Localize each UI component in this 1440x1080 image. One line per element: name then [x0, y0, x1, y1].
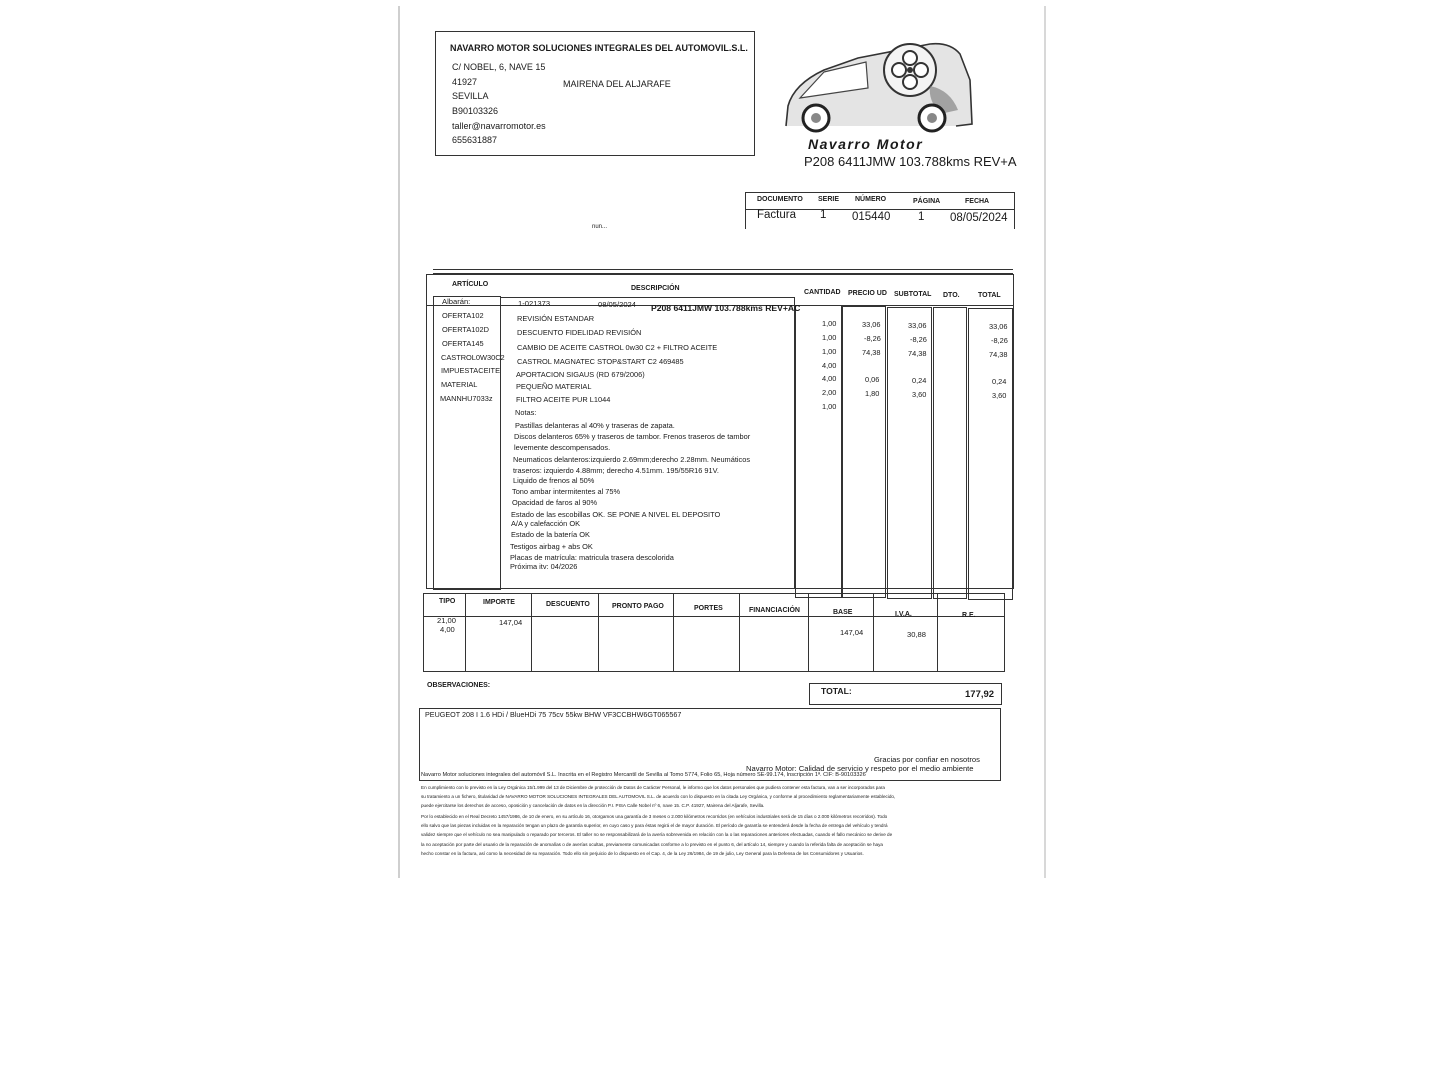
logo-brand: Navarro Motor	[808, 136, 924, 152]
item-price: 33,06	[862, 320, 881, 329]
item-total: 3,60	[992, 391, 1007, 400]
col-header-articulo: ARTÍCULO	[452, 281, 489, 288]
item-subtotal: 74,38	[908, 349, 927, 358]
item-subtotal: 0,24	[912, 376, 927, 385]
note-line: Estado de las escobillas OK. SE PONE A NIVEL EL DEPOSITO	[511, 510, 721, 519]
item-quantity: 1,00	[822, 347, 837, 356]
note-line: Pastillas delanteras al 40% y traseras de zapata.	[515, 421, 675, 430]
col-header-subtotal: SUBTOTAL	[894, 291, 932, 298]
item-description: CAMBIO DE ACEITE CASTROL 0w30 C2 + FILTRO ACEITE	[517, 343, 718, 352]
vehicle-ref: P208 6411JMW 103.788kms REV+A	[804, 154, 1017, 169]
item-total: -8,26	[991, 336, 1008, 345]
legal-data-protection-1: En cumplimiento con lo previsto en la Ley Orgánica 15/1.999 del 13 de Diciembre de protección de Datos de Carácter Personal, le informo que los datos personales que pudiera contener esta factura, van a ser incorporados para	[421, 785, 885, 790]
doc-number: 015440	[852, 211, 891, 223]
col-header-descripcion: DESCRIPCIÓN	[631, 285, 680, 292]
doc-header-numero: NÚMERO	[855, 196, 887, 203]
summary-header-pronto-pago: PRONTO PAGO	[612, 603, 664, 610]
item-quantity: 1,00	[822, 333, 837, 342]
total-value: 177,92	[965, 689, 995, 700]
summary-header-portes: PORTES	[694, 605, 723, 612]
doc-serie: 1	[820, 209, 827, 221]
article-code: OFERTA102D	[442, 325, 489, 334]
item-quantity: 4,00	[822, 374, 837, 383]
col-header-dto: DTO.	[943, 292, 960, 299]
doc-header-documento: DOCUMENTO	[757, 196, 803, 203]
albaran-label: Albarán:	[442, 297, 471, 306]
note-line: Tono ambar intermitentes al 75%	[512, 487, 621, 496]
legal-warranty-4: la no aceptación por parte del usuario de la reparación de anomalías o de averías ocultas, previamente comunicadas conforme a lo previsto en el punto 6, del artículo 14, siempre y cuando la referida falta de aceptación se haya	[421, 842, 883, 847]
item-subtotal: 33,06	[908, 321, 927, 330]
article-code: OFERTA145	[442, 339, 484, 348]
summary-header-importe: IMPORTE	[483, 599, 515, 606]
note-line: A/A y calefacción OK	[511, 519, 581, 528]
article-code: MANNHU7033z	[440, 394, 493, 403]
item-subtotal: -8,26	[910, 335, 927, 344]
customer-partial: nun...	[592, 224, 608, 230]
note-line: levemente descompensados.	[514, 443, 611, 452]
doc-page: 1	[918, 211, 925, 223]
legal-data-protection-2: su tratamiento a un fichero, titularidad de NAVARRO MOTOR SOLUCIONES INTEGRALES DEL AUTOMOVIL S.L. de acuerdo con lo dispuesto en la citada Ley Orgánica, y conforme al procedimiento reglamentariamente establecido,	[421, 794, 896, 799]
thanks-line-1: Gracias por confiar en nosotros	[874, 755, 980, 764]
total-label: TOTAL:	[821, 686, 852, 696]
doc-header-pagina: PÁGINA	[913, 198, 941, 205]
summary-header-re: R.E.	[962, 612, 976, 619]
summary-base: 147,04	[840, 628, 864, 637]
note-line: Placas de matrícula: matricula trasera descolorida	[510, 553, 674, 562]
summary-header-descuento: DESCUENTO	[546, 601, 590, 608]
col-dto	[933, 307, 967, 599]
item-description: APORTACION SIGAUS (RD 679/2006)	[516, 370, 645, 379]
albaran-number: 1-021373	[518, 299, 551, 308]
thanks-line-2: Navarro Motor: Calidad de servicio y respeto por el medio ambiente	[746, 764, 974, 773]
note-line: Discos delanteros 65% y traseros de tambor. Frenos traseros de tambor	[514, 432, 751, 441]
legal-data-protection-3: puede ejercitarse los derechos de acceso, oposición y cancelación de datos en la dirección P.I. PISA Calle Nobel nº 6, nave 15. C.P. 41927, Mairena del Aljarafe, Sevilla.	[421, 803, 765, 808]
col-header-precio: PRECIO UD	[848, 290, 887, 297]
item-subtotal: 3,60	[912, 390, 927, 399]
summary-header-tipo: TIPO	[439, 598, 456, 605]
item-quantity: 4,00	[822, 361, 837, 370]
legal-warranty-3: validez siempre que el vehículo no sea manipulado o reparado por terceros. El taller no se responsabilizará de la avería sobrevenida en relación con la o las reparaciones anteriores efectuadas, cuando el fallo mecánico se derive de	[421, 832, 893, 837]
summary-header-iva: I.V.A.	[895, 611, 912, 618]
summary-iva: 30,88	[907, 630, 927, 639]
item-total: 0,24	[992, 377, 1007, 386]
company-box	[435, 31, 755, 156]
col-header-cantidad: CANTIDAD	[804, 289, 841, 296]
item-description: CASTROL MAGNATEC STOP&START C2 469485	[517, 357, 684, 366]
item-price: 1,80	[865, 389, 880, 398]
van-logo-icon	[780, 40, 980, 150]
note-line: Opacidad de faros al 90%	[512, 498, 598, 507]
article-code: CASTROL0W30C2	[441, 353, 505, 362]
summary-tipo-2: 4,00	[440, 625, 455, 634]
summary-tipo-1: 21,00	[437, 616, 457, 625]
note-line: Neumaticos delanteros:izquierdo 2.69mm;derecho 2.28mm. Neumáticos	[513, 455, 751, 464]
company-province: SEVILLA	[452, 91, 489, 101]
item-description: REVISIÓN ESTANDAR	[517, 314, 595, 323]
item-quantity: 1,00	[822, 402, 837, 411]
doc-date: 08/05/2024	[950, 212, 1008, 224]
company-email: taller@navarromotor.es	[452, 121, 546, 131]
albaran-ref: P208 6411JMW 103.788kms REV+AC	[651, 303, 801, 313]
note-line: Notas:	[515, 408, 537, 417]
article-code: MATERIAL	[441, 380, 478, 389]
summary-header-base: BASE	[833, 609, 853, 616]
summary-importe: 147,04	[499, 618, 523, 627]
note-line: Estado de la batería OK	[511, 530, 590, 539]
company-name: NAVARRO MOTOR SOLUCIONES INTEGRALES DEL AUTOMOVIL.S.L.	[450, 43, 748, 53]
legal-registry: Navarro Motor soluciones integrales del automóvil S.L. Inscrita en el Registro Mercantil de Sevilla al Tomo 5774, Folio 65, Hoja número SE-99.174, Inscripción 1ª. CIF: B-90103326	[421, 772, 866, 778]
company-phone: 655631887	[452, 135, 498, 145]
doc-header-fecha: FECHA	[965, 198, 990, 205]
article-code: IMPUESTACEITE	[441, 366, 500, 375]
item-description: DESCUENTO FIDELIDAD REVISIÓN	[517, 328, 642, 337]
company-cif: B90103326	[452, 106, 499, 116]
doc-type: Factura	[757, 209, 796, 221]
article-code: OFERTA102	[442, 311, 484, 320]
albaran-date: 08/05/2024	[598, 300, 637, 309]
company-city: MAIRENA DEL ALJARAFE	[563, 79, 671, 89]
item-description: PEQUEÑO MATERIAL	[516, 382, 592, 391]
note-line: Testigos airbag + abs OK	[510, 542, 593, 551]
item-total: 74,38	[989, 350, 1008, 359]
legal-warranty-2: ello salvo que las piezas incluidas en la reparación tengan un plazo de garantía superior, en cuyo caso y para éstas regirá el de mayor duración. El período de garantía se entenderá desde la fecha de entrega del vehículo y tendrá	[421, 823, 888, 828]
legal-warranty-5: hecho constar en la factura, así como la necesidad de su reparación. Todo ello sin perjuicio de lo dispuesto en el Cap. 4, de la Ley 26/1984, de 19 de julio, Ley General para la Defensa de los Consumidores y Usuarios.	[421, 851, 864, 856]
col-header-total: TOTAL	[978, 292, 1001, 299]
item-price: 74,38	[862, 348, 881, 357]
item-price: 0,06	[865, 375, 880, 384]
note-line: Liquido de frenos al 50%	[513, 476, 595, 485]
doc-header-serie: SERIE	[818, 196, 840, 203]
note-line: traseros: izquierdo 4.88mm; derecho 4.51mm. 195/55R16 91V.	[513, 466, 719, 475]
note-line: Próxima itv: 04/2026	[510, 562, 578, 571]
company-address: C/ NOBEL, 6, NAVE 15	[452, 62, 546, 72]
observaciones-label: OBSERVACIONES:	[427, 682, 491, 689]
item-total: 33,06	[989, 322, 1008, 331]
item-description: FILTRO ACEITE PUR L1044	[516, 395, 611, 404]
item-quantity: 1,00	[822, 319, 837, 328]
company-postal-code: 41927	[452, 77, 478, 87]
legal-warranty-1: Por lo establecido en el Real Decreto 1457/1986, de 10 de enero, en su artículo 16, otorgamos una garantía de 3 meses o 2.000 kilómetros recorridos (en vehículos industriales será de 15 días o 2.000 kilómetros recorridos). Todo	[421, 814, 888, 819]
vehicle-details: PEUGEOT 208 I 1.6 HDi / BlueHDi 75 75cv 55kw BHW VF3CCBHW6GT065567	[425, 710, 682, 719]
item-quantity: 2,00	[822, 388, 837, 397]
summary-header-financiacion: FINANCIACIÓN	[749, 607, 800, 614]
item-price: -8,26	[864, 334, 881, 343]
